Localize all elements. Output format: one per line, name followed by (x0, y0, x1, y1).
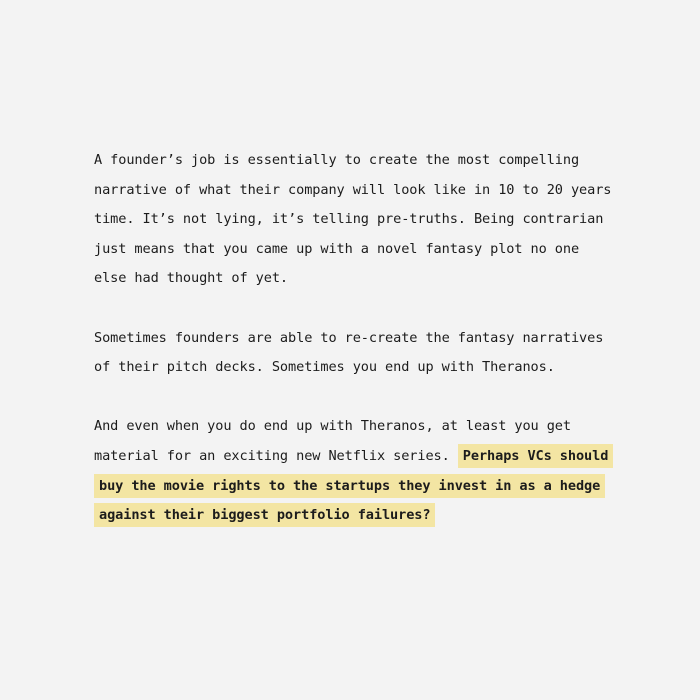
article-body (94, 146, 614, 531)
paragraph-3 (94, 412, 614, 530)
paragraph-3-text: And even when you do end up with Theranos, at least you get material for an exciting new Netflix series. (94, 418, 571, 464)
highlighted-quote: Perhaps VCs should buy the movie rights to the startups they invest in as a hedge against their biggest portfolio failures? (94, 444, 613, 527)
paragraph-2: Sometimes founders are able to re-create the fantasy narratives of their pitch decks. Sometimes you end up with Theranos. (94, 329, 604, 376)
paragraph-1: A founder’s job is essentially to create the most compelling narrative of what their company will look like in 10 to 20 years time. It’s not lying, it’s telling pre-truths. Being contrarian just means that you came up with a novel fantasy plot no one else had thought of yet. (94, 152, 612, 287)
